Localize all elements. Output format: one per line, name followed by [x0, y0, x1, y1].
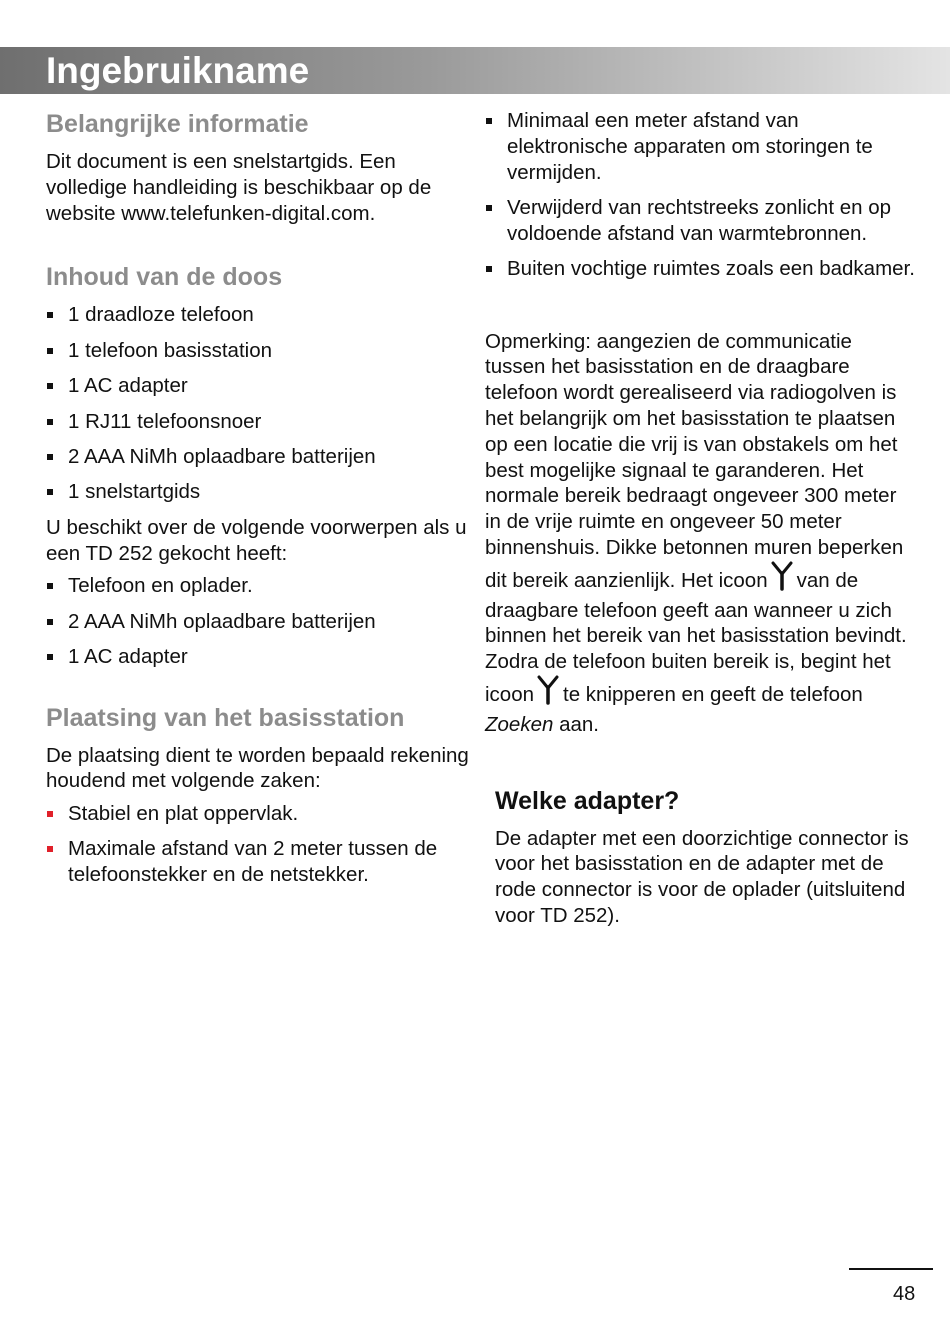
bullet-icon — [47, 811, 53, 817]
page-number: 48 — [893, 1283, 916, 1305]
td252-text: U beschikt over de volgende voorwerpen als u een TD 252 gekocht heeft: — [46, 515, 467, 565]
list-item: Minimaal een meter afstand van elektronische apparaten om storingen te vermijden. — [485, 108, 915, 185]
bullet-icon — [47, 619, 53, 625]
page-title: Ingebruikname — [46, 50, 310, 91]
list-item: 1 RJ11 telefoonsnoer — [46, 409, 474, 435]
bullet-icon — [486, 118, 492, 124]
antenna-icon — [537, 675, 559, 712]
info-text: Dit document is een snelstartgids. Een volledige handleiding is beschikbaar op de website www.telefunken-digital.com. — [46, 150, 432, 225]
bullet-icon — [47, 312, 53, 318]
antenna-icon — [771, 561, 793, 598]
bullet-icon — [47, 383, 53, 389]
placement-list-continued — [485, 108, 915, 282]
info-heading: Belangrijke informatie — [46, 110, 309, 138]
list-item: Verwijderd van rechtstreeks zonlicht en op voldoende afstand van warmtebronnen. — [485, 195, 915, 247]
list-item: Telefoon en oplader. — [46, 573, 474, 599]
list-item: Maximale afstand van 2 meter tussen de telefoonstekker en de netstekker. — [46, 836, 474, 888]
list-item: 1 AC adapter — [46, 644, 474, 670]
list-item: Buiten vochtige ruimtes zoals een badkamer. — [485, 256, 915, 282]
list-item: 1 draadloze telefoon — [46, 302, 474, 328]
adapter-text: De adapter met een doorzichtige connector is voor het basisstation en de adapter met de rode connector is voor de oplader (uitsluitend voor TD 252). — [495, 826, 909, 927]
box-contents-list — [46, 302, 474, 505]
bullet-icon — [47, 419, 53, 425]
left-column — [46, 108, 474, 898]
box-contents-heading: Inhoud van de doos — [46, 263, 283, 292]
bullet-icon — [486, 205, 492, 211]
placement-list — [46, 801, 474, 888]
list-item: 1 AC adapter — [46, 373, 474, 399]
placement-text: De plaatsing dient te worden bepaald rekening houdend met volgende zaken: — [46, 743, 469, 793]
bullet-icon — [47, 454, 53, 460]
bullet-icon — [47, 489, 53, 495]
list-item: 1 snelstartgids — [46, 479, 474, 505]
footer-divider — [849, 1268, 933, 1270]
bullet-icon — [47, 846, 53, 852]
list-item: 1 telefoon basisstation — [46, 338, 474, 364]
bullet-icon — [486, 266, 492, 272]
header-banner — [0, 47, 950, 94]
right-column — [485, 108, 915, 936]
td252-list — [46, 573, 474, 670]
range-note: Opmerking: aangezien de communicatie tussen het basisstation en de draagbare telefoon wordt gerealiseerd via radiogolven is het belangrijk om het basisstation te plaatsen op een locatie die vrij is van obstakels om het best mogelijke signaal te garanderen. Het normale bereik bedraagt ongeveer 300 meter in de vrije ruimte en ongeveer 50 meter binnenshuis. Dikke betonnen muren beperken dit bereik aanzienlijk. Het icoon van de draagbare telefoon geeft aan wanneer u zich binnen het bereik van het basisstation bevindt. Zodra de telefoon buiten bereik is, begint het icoon te knipperen en geeft de telefoon Zoeken aan. — [485, 329, 907, 736]
bullet-icon — [47, 583, 53, 589]
bullet-icon — [47, 654, 53, 660]
adapter-heading: Welke adapter? — [495, 786, 680, 815]
list-item: Stabiel en plat oppervlak. — [46, 801, 474, 827]
list-item: 2 AAA NiMh oplaadbare batterijen — [46, 444, 474, 470]
bullet-icon — [47, 348, 53, 354]
search-mode-text: Zoeken — [485, 712, 554, 736]
placement-heading: Plaatsing van het basisstation — [46, 703, 405, 732]
list-item: 2 AAA NiMh oplaadbare batterijen — [46, 609, 474, 635]
